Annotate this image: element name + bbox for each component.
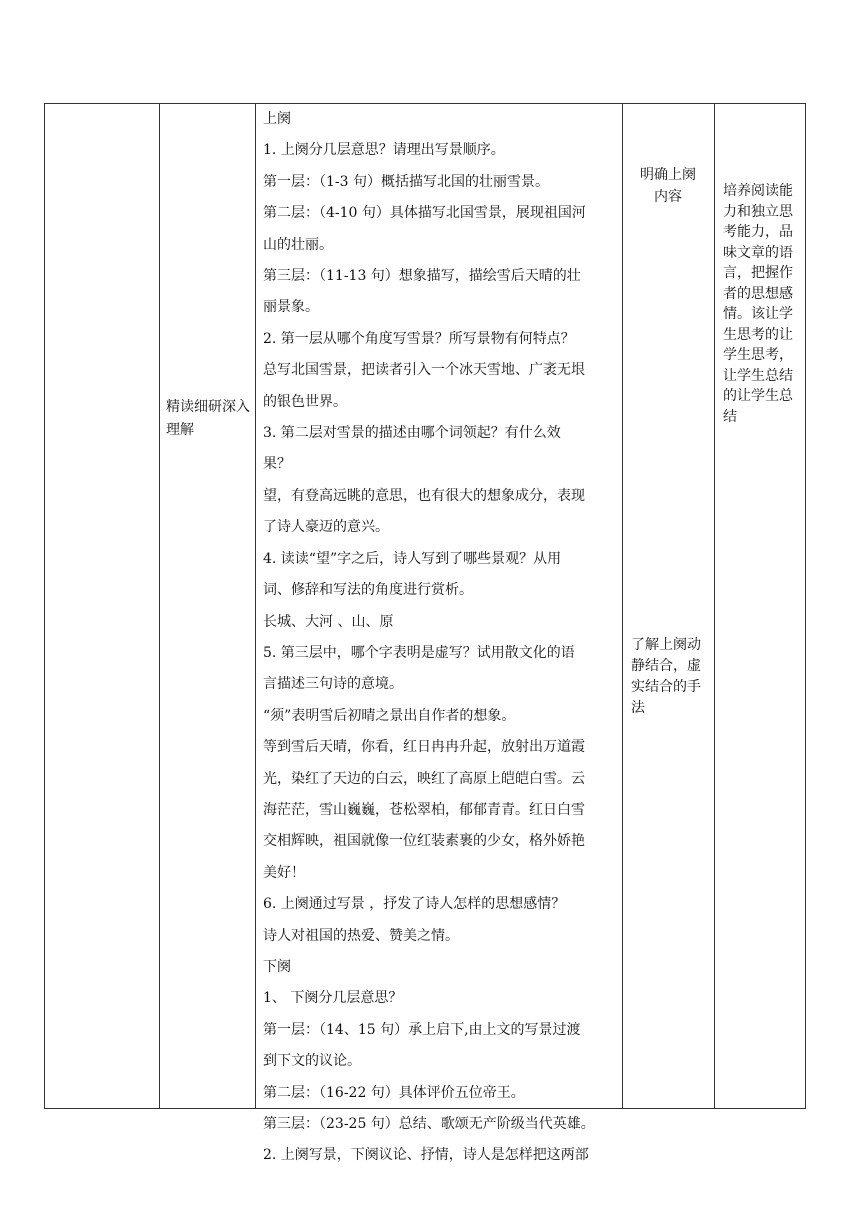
content-line: 第三层：（23-25 句）总结、歌颂无产阶级当代英雄。 xyxy=(263,1116,595,1132)
content-line: 言描述三句诗的意境。 xyxy=(263,676,403,693)
content-line: 4. 读读“望”字之后，诗人写到了哪些景观？从用 xyxy=(263,550,562,567)
content-line: 长城、大河 、山、原 xyxy=(263,613,394,630)
content-line: 6. 上阕通过写景 ，抒发了诗人怎样的思想感情？ xyxy=(263,896,566,913)
content-line: 海茫茫，雪山巍巍，苍松翠柏，郁郁青青。红日白雪 xyxy=(263,801,585,818)
content-line: 总写北国雪景，把读者引入一个冰天雪地、广袤无垠 xyxy=(263,362,585,379)
content-line: 1. 上阕分几层意思？请理出写景顺序。 xyxy=(263,142,505,159)
content-line: 美好！ xyxy=(263,864,305,881)
content-line: 到下文的议论。 xyxy=(263,1053,361,1070)
design-intent-text: 培养阅读能力和独立思考能力，品味文章的语言，把握作者的思想感情。该让学生思考的让学生思考，让学生总结的让学生总结 xyxy=(723,183,793,425)
content-line: 第二层：（16-22 句）具体评价五位帝王。 xyxy=(263,1084,525,1101)
student-activity-text: 明确上阕内容 xyxy=(640,167,696,205)
lesson-table xyxy=(44,103,806,1164)
teaching-content-cell xyxy=(255,104,622,1172)
content-line: 第三层：（11-13 句）想象描写，描绘雪后天晴的壮 xyxy=(263,268,581,285)
content-line: 第一层：（14、15 句）承上启下,由上文的写景过渡 xyxy=(263,1021,581,1038)
design-intent-cell xyxy=(714,181,807,427)
content-line: 3. 第二层对雪景的描述由哪个词领起？有什么效 xyxy=(263,425,561,442)
content-line: 的银色世界。 xyxy=(263,393,347,410)
content-line: 下阕 xyxy=(263,958,291,975)
content-line: 丽景象。 xyxy=(263,299,319,316)
content-line: 5. 第三层中，哪个字表明是虚写？试用散文化的语 xyxy=(263,644,575,661)
content-line: 2. 上阕写景，下阕议论、抒情，诗人是怎样把这两部 xyxy=(263,1147,589,1164)
content-line: 山的壮丽。 xyxy=(263,236,333,253)
content-line: 诗人对祖国的热爱、赞美之情。 xyxy=(263,927,459,944)
student-activity-cell xyxy=(622,164,714,208)
content-line: 光，染红了天边的白云，映红了高原上皑皑白雪。云 xyxy=(263,770,585,787)
content-line: “须”表明雪后初晴之景出自作者的想象。 xyxy=(263,707,516,724)
content-line: 了诗人豪迈的意兴。 xyxy=(263,519,389,536)
content-line: 果？ xyxy=(263,456,291,473)
content-line: 第二层：（4-10 句）具体描写北国雪景，展现祖国河 xyxy=(263,205,586,222)
content-line: 等到雪后天晴，你看，红日冉冉升起，放射出万道霞 xyxy=(263,739,585,756)
content-line: 词、修辞和写法的角度进行赏析。 xyxy=(263,582,473,599)
content-line: 2. 第一层从哪个角度写雪景？所写景物有何特点？ xyxy=(263,330,575,347)
student-activity-cell xyxy=(622,635,714,719)
teaching-stage-label: 精读细研深入理解 xyxy=(166,399,250,438)
content-line: 第一层：（1-3 句）概括描写北国的壮丽雪景。 xyxy=(263,173,549,190)
column-divider xyxy=(622,104,623,1108)
content-line: 1、 下阕分几层意思？ xyxy=(263,990,403,1007)
content-line: 上阕 xyxy=(263,111,291,127)
teaching-stage-cell xyxy=(159,396,255,442)
student-activity-text: 了解上阕动静结合，虚实结合的手法 xyxy=(631,637,701,716)
content-line: 望，有登高远眺的意思，也有很大的想象成分，表现 xyxy=(263,487,585,504)
column-divider xyxy=(159,104,160,1108)
content-line: 交相辉映，祖国就像一位红装素裹的少女，格外娇艳 xyxy=(263,833,585,850)
